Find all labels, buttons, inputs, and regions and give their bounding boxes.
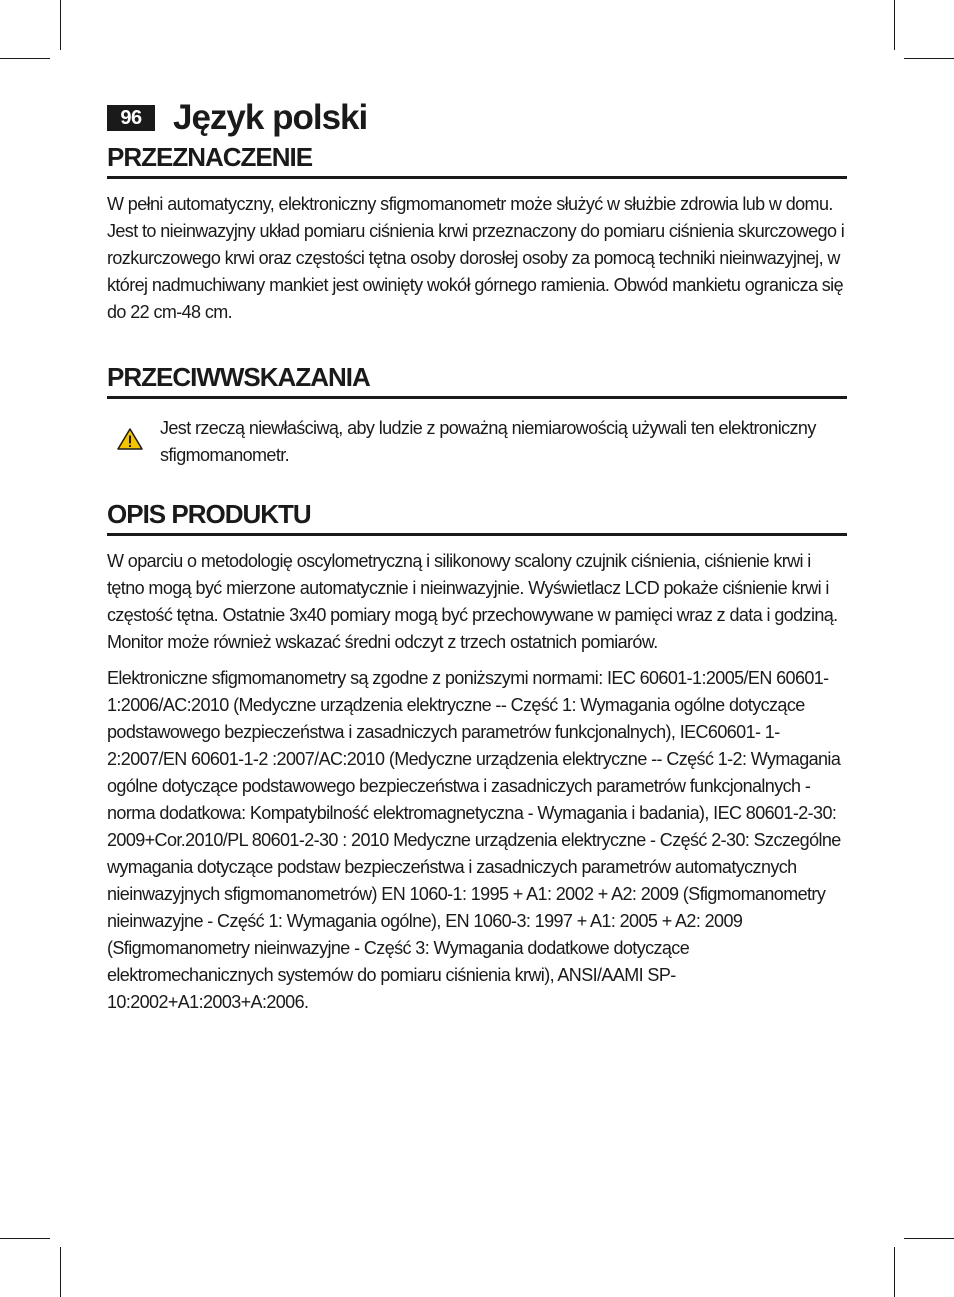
- section-product-description: [107, 499, 847, 1016]
- crop-mark: [894, 0, 895, 50]
- section-title: OPIS PRODUKTU: [107, 499, 847, 536]
- crop-mark: [60, 0, 61, 50]
- crop-mark: [904, 1238, 954, 1239]
- warning-text: Jest rzeczą niewłaściwą, aby ludzie z poważną niemiarowością używali ten elektroniczny sfigmomanometr.: [160, 418, 816, 465]
- body-paragraph: W oparciu o metodologię oscylometryczną i silikonowy scalony czujnik ciśnienia, ciśnienie krwi i tętno mogą być mierzone automatycznie i nieinwazyjnie. Wyświetlacz LCD pokaże ciśnienie krwi i częstość tętna. Ostatnie 3x40 pomiary mogą być przechowywane w pamięci wraz z data i godziną. Monitor może również wskazać średni odczyt z trzech ostatnich pomiarów.: [107, 551, 838, 652]
- crop-mark: [60, 1247, 61, 1297]
- body-paragraph: Elektroniczne sfigmomanometry są zgodne z poniższymi normami: IEC 60601-1:2005/EN 60601-1:2006/AC:2010 (Medyczne urządzenia elektryczne -- Część 1: Wymagania ogólne dotyczące podstawowego bezpieczeństwa i zasadniczych parametrów funkcjonalnych), IEC60601- 1-2:2007/EN 60601-1-2 :2007/AC:2010 (Medyczne urządzenia elektryczne -- Część 1-2: Wymagania ogólne dotyczące podstawowego bezpieczeństwa i zasadniczych parametrów funkcjonalnych - norma dodatkowa: Kompatybilność elektromagnetyczna - Wymagania i badania), IEC 80601-2-30: 2009+Cor.2010/PL 80601-2-30 : 2010 Medyczne urządzenia elektryczne - Część 2-30: Szczególne wymagania dotyczące podstaw bezpieczeństwa i zasadniczych parametrów automatycznych nieinwazyjnych sfigmomanometrów) EN 1060-1: 1995 + A1: 2002 + A2: 2009 (Sfigmomanometry nieinwazyjne - Część 1: Wymagania ogólne), EN 1060-3: 1997 + A1: 2005 + A2: 2009 (Sfigmomanometry nieinwazyjne - Część 3: Wymagania dodatkowe dotyczące elektromechanicznych systemów do pomiaru ciśnienia krwi), ANSI/AAMI SP-10:2002+A1:2003+A:2006.: [107, 668, 841, 1012]
- section-title: PRZECIWWSKAZANIA: [107, 362, 847, 399]
- body-paragraph: W pełni automatyczny, elektroniczny sfigmomanometr może służyć w służbie zdrowia lub w domu. Jest to nieinwazyjny układ pomiaru ciśnienia krwi przeznaczony do pomiaru ciśnienia skurczowego i rozkurczowego krwi oraz częstości tętna osoby dorosłej osoby za pomocą techniki nieinwazyjnej, w której nadmuchiwany mankiet jest owinięty wokół górnego ramienia. Obwód mankietu ogranicza się do 22 cm-48 cm.: [107, 194, 845, 322]
- language-title: Język polski: [173, 98, 368, 137]
- crop-mark: [894, 1247, 895, 1297]
- section-contraindications: [107, 362, 847, 469]
- warning-triangle-icon: [117, 427, 147, 456]
- crop-mark: [0, 1238, 50, 1239]
- page-number: 96: [107, 105, 155, 131]
- warning-notice: [107, 415, 847, 469]
- page-header: [107, 96, 367, 140]
- page-content: [107, 142, 847, 1016]
- section-title: PRZEZNACZENIE: [107, 142, 847, 179]
- crop-mark: [904, 58, 954, 59]
- crop-mark: [0, 58, 50, 59]
- section-intended-use: [107, 142, 847, 326]
